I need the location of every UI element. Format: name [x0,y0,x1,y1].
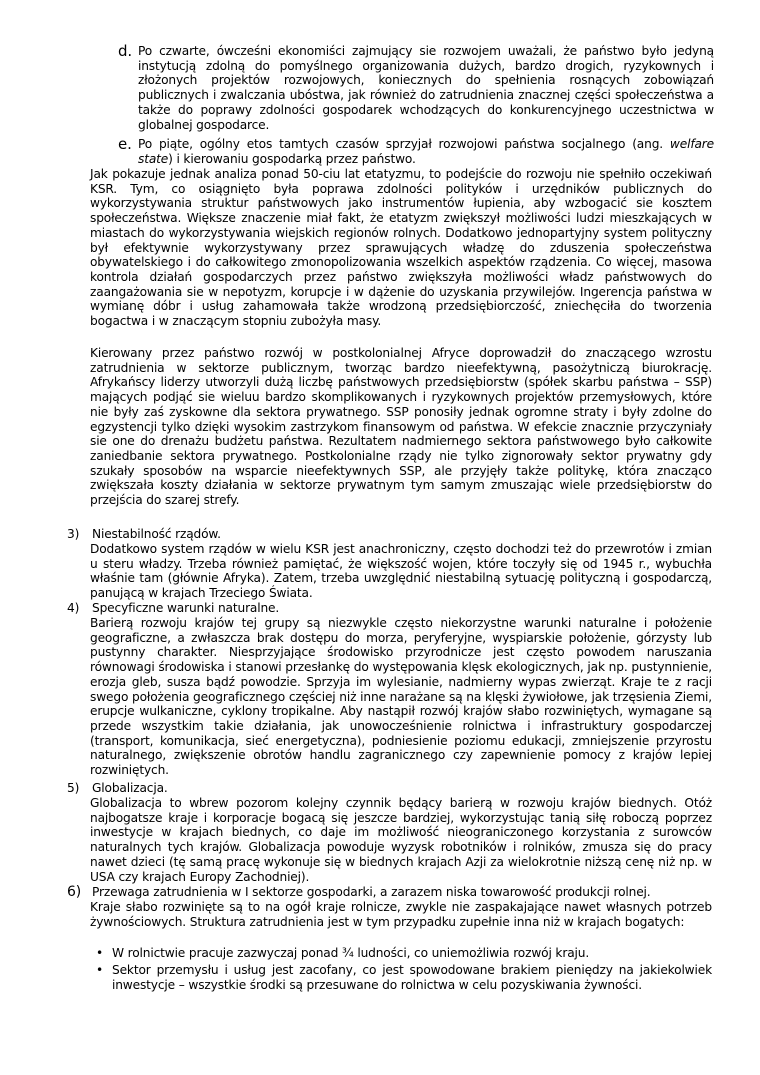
section-heading: Niestabilność rządów. [92,527,221,541]
section-body: Kraje słabo rozwinięte są to na ogół kraje rolnicze, zwykle nie zaspakajające nawet własnych potrzeb żywnościowych. Struktura zatrudnienia jest w tym przypadku zupełnie inna niż w krajach bogatych: [90,900,712,929]
section-body: Barierą rozwoju krajów tej grupy są niezwykle często niekorzystne warunki naturalne i położenie geograficzne, a zwłaszcza brak dostępu do morza, peryferyjne, wyspiarskie położenie, górzysty lub pustynny charakter. Niesprzyjające środowisko przyrodnicze jest często powodem naruszania równowagi środowiska i stanowi przesłankę do występowania klęsk ekologicznych, jak np. pustynnienie, erozja gleb, susza bądź powodzie. Sprzyja im wylesianie, nadmierny wypas zwierząt. Kraje te z racji swego położenia geograficznego częściej niż inne narażane są na klęski żywiołowe, jak trzęsienia Ziemi, erupcje wulkaniczne, cyklony tropikalne. Aby nastąpił rozwój krajów słabo rozwiniętych, wymagane są przede wszystkim takie działania, jak unowocześnienie rolnictwa i infrastruktury gospodarczej (transport, komunikacja, sieć energetyczna), podniesienie poziomu edukacji, zmniejszenie przyrostu naturalnego, zwiększenie obrotów handlu zagranicznego czy zapewnienie pomocy z krajów lepiej rozwiniętych. [90,616,712,778]
bullet-dot: • [96,946,104,960]
list-item-text: Po piąte, ogólny etos tamtych czasów sprzyjał rozwojowi państwa socjalnego (ang. welfare state) i kierowaniu gospodarką przez państwo. [138,137,714,166]
section-body: Globalizacja to wbrew pozorom kolejny czynnik będący barierą w rozwoju krajów biednych. Otóż najbogatsze kraje i korporacje bogacą się jeszcze bardziej, wykorzystując tanią siłę roboczą poprzez inwestycje w krajach biednych, co daje im możliwość nieograniczonego korzystania z surowców naturalnych tych krajów. Globalizacja powoduje wyzysk robotników i rolników, zmusza się do pracy nawet dzieci (tę samą pracę wykonuje się w biednych krajach Azji za wielokrotnie niższą cenę niż np. w USA czy krajach Europy Zachodniej). [90,796,712,884]
list-marker: d. [118,42,132,60]
bullet-text: Sektor przemysłu i usług jest zacofany, co jest spowodowane brakiem pieniędzy na jakiekolwiek inwestycje – wszystkie środki są przesuwane do rolnictwa w celu pozyskiwania żywności. [112,963,712,992]
list-item-e [118,137,714,167]
bullet-dot: • [96,963,104,977]
section-number: 4) [67,601,80,615]
list-item-text: Po czwarte, ówcześni ekonomiści zajmujący sie rozwojem uważali, że państwo było jedyną instytucją zdolną do pomyślnego organizowania dużych, bardzo drogich, ryzykownych i złożonych projektów rozwojowych, koniecznych do spełnienia rosnących zobowiązań publicznych i zwalczania ubóstwa, jak również do zatrudnienia znacznej części społeczeństwa a także do poprawy zdolności gospodarek wchodzących do konkurencyjnego uczestnictwa w globalnej gospodarce. [138,44,714,132]
list-item-d [118,44,714,134]
paragraph-postkolonialna-afryka: Kierowany przez państwo rozwój w postkolonialnej Afryce doprowadził do znaczącego wzrostu zatrudnienia w sektorze publicznym, tworząc bardzo nieefektywną, pasożytniczą biurokrację. Afrykańscy liderzy utworzyli dużą liczbę państwowych przedsiębiorstw (spółek skarbu państwa – SSP) mających podjąć sie wieluu bardzo skomplikowanych i ryzykownych projektów przemysłowych, które nie były zaś zyskowne dla sektora prywatnego. SSP ponosiły jednak ogromne straty i były zdolne do egzystencji tylko dzięki wysokim zastrzykom finansowym od państwa. W efekcie znacznie przyczyniały sie one do drenażu budżetu państwa. Rezultatem nadmiernego sektora państwowego było całkowite zaniedbanie sektora prywatnego. Postkolonialne rządy nie tylko zignorowały sektor prywatny gdy szukały sposobów na wsparcie nieefektywnych SSP, ale przyjęły także politykę, która znacząco zwiększała koszty działania w sektorze prywatnym tym samym zmuszając wiele przedsiębiorstw do przejścia do szarej strefy. [90,346,712,508]
section-number: 5) [67,781,80,795]
bullet-text: W rolnictwie pracuje zazwyczaj ponad ¾ ludności, co uniemożliwia rozwój kraju. [112,946,590,960]
list-marker: e. [118,135,132,153]
section-number: 6) [67,884,82,900]
section-heading: Globalizacja. [92,781,168,795]
section-number: 3) [67,527,80,541]
paragraph-etatyzm: Jak pokazuje jednak analiza ponad 50-ciu lat etatyzmu, to podejście do rozwoju nie spełniło oczekiwań KSR. Tym, co osiągnięto była poprawa zdolności polityków i urzędników publicznych do wykorzystywania struktur państwowych jako instrumentów łupienia, aby wzbogacić sie kosztem społeczeństwa. Większe znaczenie miał fakt, że etatyzm zwiększył możliwości ludzi mieszkających w miastach do wykorzystywania wiejskich regionów rolnych. Dodatkowo jednopartyjny system polityczny był efektywnie wykorzystywany przez sprawujących władzę do zduszenia społeczeństwa obywatelskiego i do całkowitego zmonopolizowania wszelkich aspektów rządzenia. Co więcej, masowa kontrola działań gospodarczych przez państwo zwiększyła możliwości władz państwowych do zaangażowania sie w nepotyzm, korupcje i w dążenie do uzyskania przywilejów. Ingerencja państwa w wymianę dóbr i usług zahamowała także wrodzoną przedsiębiorczość, zniechęciła do tworzenia bogactwa i w znaczącym stopniu zubożyła masy. [90,167,712,329]
section-heading: Specyficzne warunki naturalne. [92,601,280,615]
section-heading: Przewaga zatrudnienia w I sektorze gospodarki, a zarazem niska towarowość produkcji rolnej. [92,885,651,899]
section-body: Dodatkowo system rządów w wielu KSR jest anachroniczny, często dochodzi też do przewrotów i zmian u steru władzy. Trzeba również pamiętać, że większość wojen, które toczyły się od 1945 r., wybuchła właśnie tam (głównie Afryka). Zatem, trzeba uwzględnić niestabilną sytuację polityczną i gospodarczą, panującą w krajach Trzeciego Świata. [90,542,712,601]
